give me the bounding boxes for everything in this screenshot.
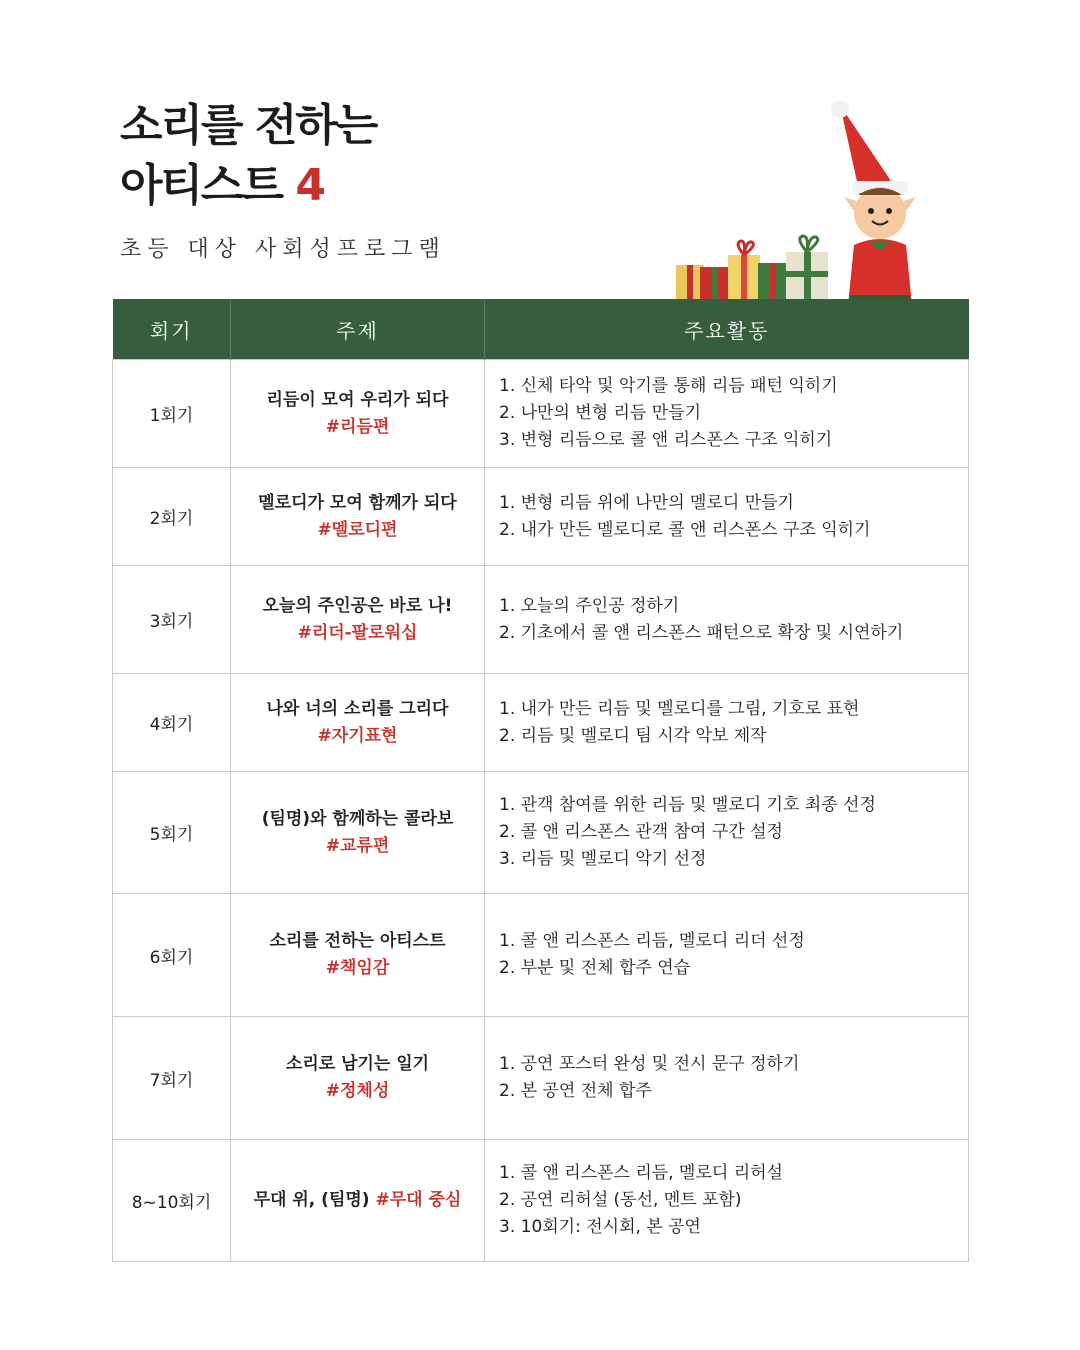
table-row (113, 894, 969, 1017)
topic-tag: #리듬편 (325, 416, 390, 437)
topic-cell (231, 772, 485, 894)
activities-cell (485, 566, 969, 674)
column-header-activities: 주요활동 (485, 299, 969, 360)
topic-tag: #책임감 (325, 958, 390, 978)
activity-item: 1. 공연 포스터 완성 및 전시 문구 정하기 (499, 1054, 800, 1074)
topic-text: 소리로 남기는 일기 (285, 1054, 430, 1074)
round-cell: 3회기 (113, 566, 231, 674)
topic-tag: #멜로디편 (317, 519, 398, 540)
activity-item: 2. 내가 만든 멜로디로 콜 앤 리스폰스 구조 익히기 (499, 519, 871, 540)
topic-tag: #교류편 (325, 835, 390, 856)
program-schedule-table (112, 299, 969, 1262)
round-cell: 5회기 (113, 772, 231, 894)
round-cell: 7회기 (113, 1017, 231, 1140)
activity-item: 2. 공연 리허설 (동선, 멘트 포함) (499, 1190, 742, 1210)
topic-text: 오늘의 주인공은 바로 나! (262, 595, 453, 616)
activities-cell (485, 1017, 969, 1140)
activity-item: 3. 변형 리듬으로 콜 앤 리스폰스 구조 익히기 (499, 430, 833, 450)
title-number: 4 (295, 160, 324, 211)
round-cell: 4회기 (113, 674, 231, 772)
topic-tag: #무대 중심 (375, 1190, 462, 1210)
title-line-2 (120, 156, 376, 216)
activity-item: 1. 관객 참여를 위한 리듬 및 멜로디 기호 최종 선정 (499, 795, 876, 815)
topic-cell (231, 1017, 485, 1140)
topic-tag: #리더-팔로워십 (297, 622, 418, 643)
activity-item: 1. 콜 앤 리스폰스 리듬, 멜로디 리더 선정 (499, 931, 805, 951)
activity-item: 2. 부분 및 전체 합주 연습 (499, 958, 691, 978)
activity-item: 2. 기초에서 콜 앤 리스폰스 패턴으로 확장 및 시연하기 (499, 622, 904, 643)
topic-cell (231, 894, 485, 1017)
activities-cell (485, 1140, 969, 1262)
activity-item: 1. 내가 만든 리듬 및 멜로디를 그림, 기호로 표현 (499, 698, 860, 719)
table-row (113, 566, 969, 674)
activity-item: 1. 신체 타악 및 악기를 통해 리듬 패턴 익히기 (499, 376, 838, 396)
activity-item: 1. 오늘의 주인공 정하기 (499, 595, 680, 616)
topic-text: 소리를 전하는 아티스트 (269, 931, 446, 951)
activities-cell (485, 360, 969, 468)
table-header-row (113, 299, 969, 360)
activity-item: 3. 리듬 및 멜로디 악기 선정 (499, 849, 707, 869)
table-row (113, 1140, 969, 1262)
activity-item: 1. 콜 앤 리스폰스 리듬, 멜로디 리허설 (499, 1163, 783, 1183)
topic-cell (231, 674, 485, 772)
table-row (113, 772, 969, 894)
page-title (120, 96, 376, 216)
topic-tag: #자기표현 (317, 725, 398, 746)
page-subtitle: 초등 대상 사회성프로그램 (120, 237, 446, 262)
table-row (113, 360, 969, 468)
activities-cell (485, 468, 969, 566)
activities-cell (485, 772, 969, 894)
activities-cell (485, 674, 969, 772)
activity-item: 1. 변형 리듬 위에 나만의 멜로디 만들기 (499, 492, 794, 513)
topic-cell (231, 566, 485, 674)
topic-cell (231, 1140, 485, 1262)
gift-boxes-icon (676, 236, 828, 299)
topic-tag: #정체성 (325, 1081, 390, 1101)
column-header-round: 회기 (113, 299, 231, 360)
topic-text: (팀명)와 함께하는 콜라보 (261, 808, 454, 829)
round-cell: 8~10회기 (113, 1140, 231, 1262)
round-cell: 2회기 (113, 468, 231, 566)
topic-text: 무대 위, (팀명) (253, 1190, 376, 1210)
activity-item: 2. 나만의 변형 리듬 만들기 (499, 403, 702, 423)
table-row (113, 1017, 969, 1140)
title-line-1: 소리를 전하는 (120, 100, 377, 151)
topic-text: 리듬이 모여 우리가 되다 (266, 389, 449, 410)
title-line-2-text: 아티스트 (120, 160, 283, 211)
column-header-topic: 주제 (231, 299, 485, 360)
table-row (113, 674, 969, 772)
topic-text: 멜로디가 모여 함께가 되다 (258, 492, 457, 513)
activity-item: 2. 콜 앤 리스폰스 관객 참여 구간 설정 (499, 822, 783, 842)
round-cell: 1회기 (113, 360, 231, 468)
table-row (113, 468, 969, 566)
activity-item: 2. 리듬 및 멜로디 팀 시각 악보 제작 (499, 725, 767, 746)
topic-cell (231, 468, 485, 566)
activity-item: 3. 10회기: 전시회, 본 공연 (499, 1217, 701, 1237)
activity-item: 2. 본 공연 전체 합주 (499, 1081, 652, 1101)
round-cell: 6회기 (113, 894, 231, 1017)
topic-text: 나와 너의 소리를 그리다 (266, 698, 449, 719)
activities-cell (485, 894, 969, 1017)
topic-cell (231, 360, 485, 468)
